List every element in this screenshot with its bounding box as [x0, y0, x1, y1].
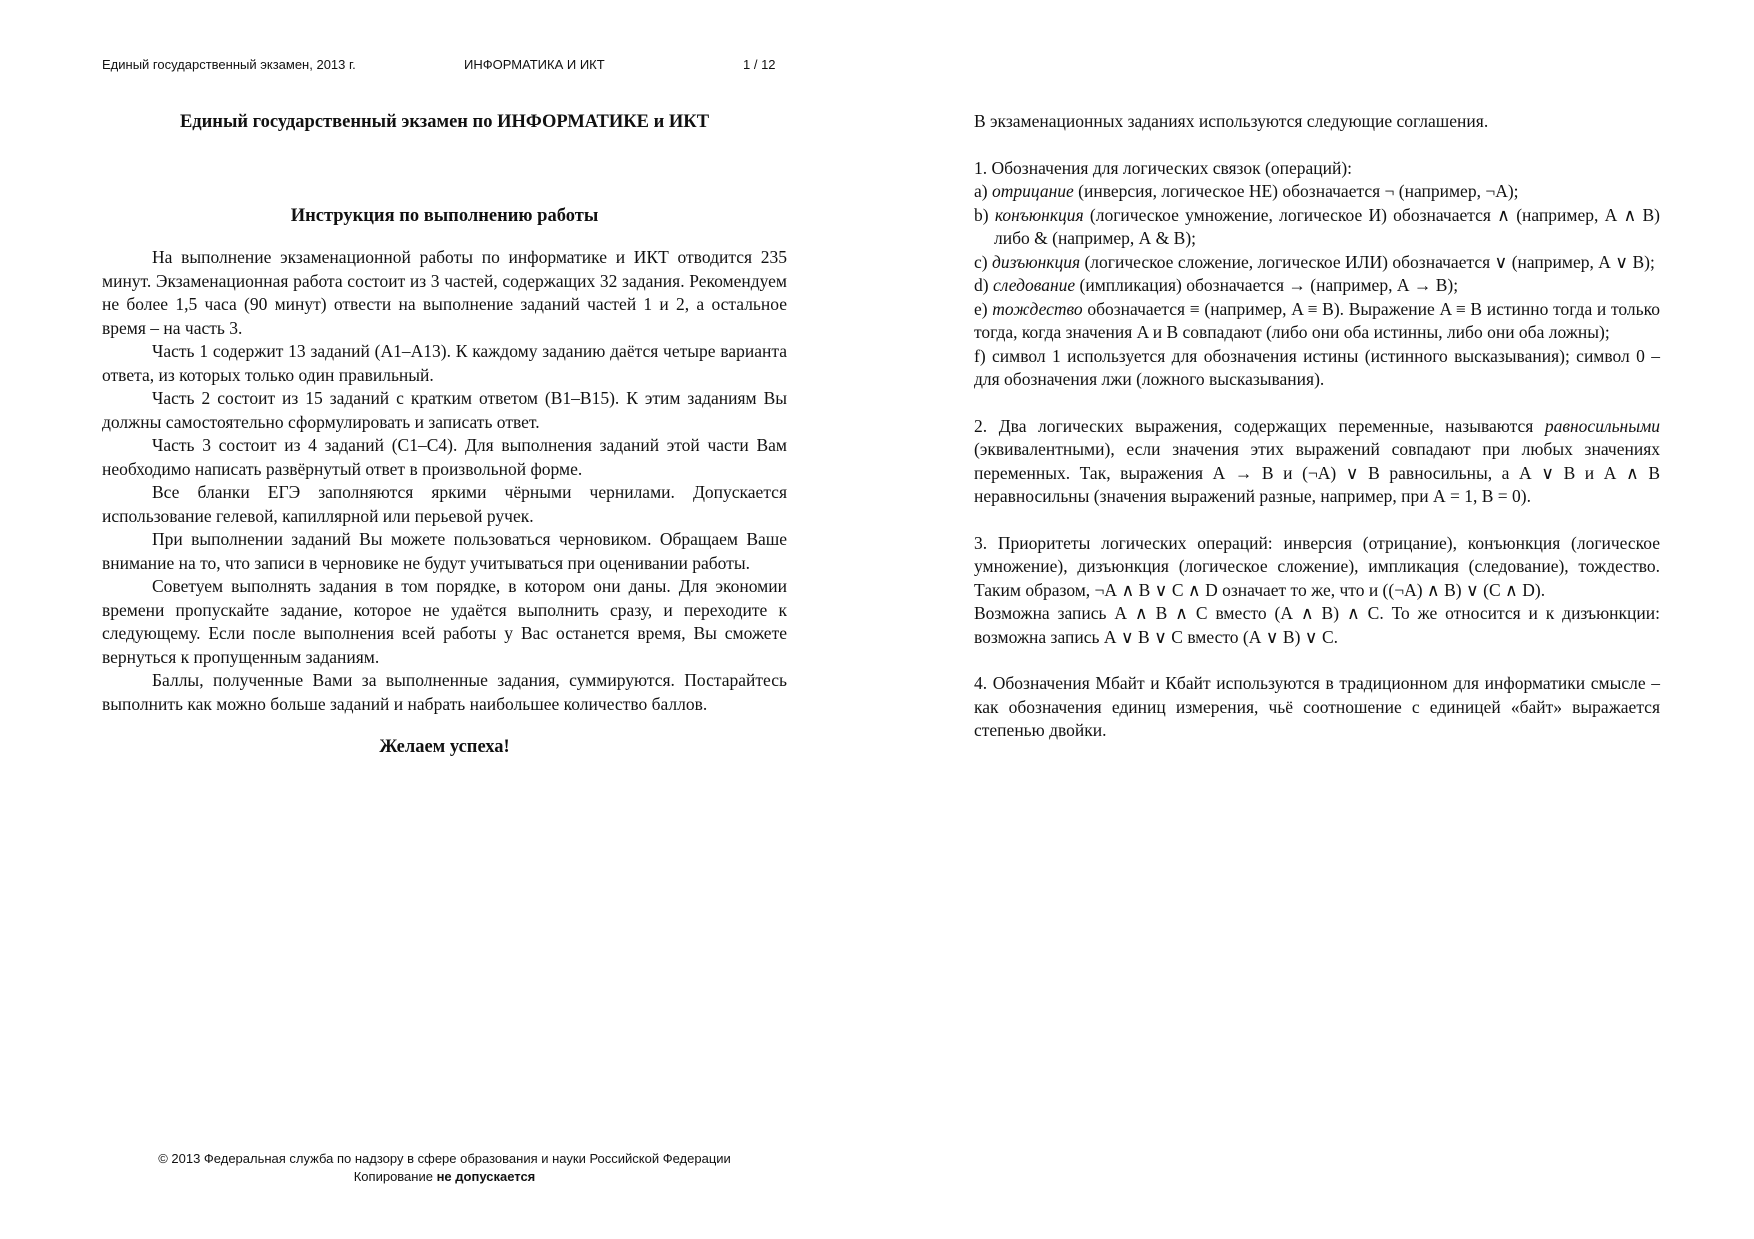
section-2 — [974, 415, 1660, 509]
instruction-paragraph: Все бланки ЕГЭ заполняются яркими чёрными чернилами. Допускается использование гелевой, капиллярной или перьевой ручек. — [102, 482, 787, 526]
item-term: отрицание — [991, 181, 1074, 201]
section-text: (эквивалентными), если значения этих выражений совпадают при любых значениях переменных. Так, выражения А → В и (¬А) ∨ В равносильны, а А ∨ В и А ∧ В неравносильны (значения выражений разные, например, при А = 1, В = 0). — [974, 439, 1660, 506]
copy-restriction-line — [102, 1168, 787, 1186]
page-header — [102, 57, 782, 77]
item-text: (импликация) обозначается → (например, А → В); — [1075, 275, 1459, 295]
section-1-heading: 1. Обозначения для логических связок (операций): — [974, 157, 1353, 178]
copy-restriction: не допускается — [436, 1169, 536, 1184]
section-4: 4. Обозначения Мбайт и Кбайт используются в традиционном для информатики смысле – как обозначения единиц измерения, чьё соотношение с единицей «байт» выражается степенью двойки. — [974, 673, 1660, 740]
instruction-paragraph: Баллы, полученные Вами за выполненные задания, суммируются. Постарайтесь выполнить как можно больше заданий и набрать наибольшее количество баллов. — [102, 670, 787, 714]
instruction-paragraph: Часть 3 состоит из 4 заданий (С1–С4). Для выполнения заданий этой части Вам необходимо написать развёрнутый ответ в произвольной форме. — [102, 435, 787, 479]
section-term: равносильными — [1544, 415, 1660, 436]
header-exam-name: Единый государственный экзамен, 2013 г. — [102, 57, 356, 72]
instructions-title: Инструкция по выполнению работы — [290, 206, 599, 226]
instruction-paragraph: На выполнение экзаменационной работы по информатике и ИКТ отводится 235 минут. Экзаменационная работа состоит из 3 частей, содержащих 32 задания. Рекомендуем не более 1,5 часа (90 минут) отвести на выполнение заданий частей 1 и 2, а остальное время – на часть 3. — [102, 247, 787, 338]
page-footer — [102, 1150, 787, 1186]
item-term: дизъюнкция — [991, 251, 1081, 272]
instruction-paragraph: Часть 2 состоит из 15 заданий с кратким ответом (В1–В15). К этим заданиям Вы должны самостоятельно сформулировать и записать ответ. — [102, 388, 787, 432]
instruction-paragraph: Часть 1 содержит 13 заданий (А1–А13). К каждому заданию даётся четыре варианта ответа, из которых только один правильный. — [102, 341, 787, 385]
item-term: конъюнкция — [994, 204, 1084, 225]
instruction-paragraph: Советуем выполнять задания в том порядке, в котором они даны. Для экономии времени пропускайте задание, которое не удаётся выполнить сразу, и переходите к следующему. Если после выполнения всей работы у Вас останется время, Вы сможете вернуться к пропущенным заданиям. — [102, 576, 787, 667]
convention-item-a — [974, 180, 1660, 204]
left-column — [102, 110, 787, 760]
copyright-line: © 2013 Федеральная служба по надзору в сфере образования и науки Российской Федерации — [158, 1151, 731, 1166]
right-column — [974, 110, 1660, 743]
header-page-number: 1 / 12 — [743, 57, 776, 72]
section-3: 3. Приоритеты логических операций: инверсия (отрицание), конъюнкция (логическое умножение), дизъюнкция (логическое сложение), импликация (следование), тождество. Таким образом, ¬А ∧ В ∨ С ∧ D означает то же, что и ((¬А) ∧ В) ∨ (С ∧ D). — [974, 532, 1660, 600]
item-prefix: c) — [974, 251, 992, 272]
document-title: Единый государственный экзамен по ИНФОРМАТИКЕ и ИКТ — [179, 112, 710, 132]
instruction-paragraph: При выполнении заданий Вы можете пользоваться черновиком. Обращаем Ваше внимание на то, что записи в черновике не будут учитываться при оценивании работы. — [102, 529, 787, 573]
convention-item-d — [974, 274, 1660, 298]
item-text: (логическое умножение, логическое И) обозначается ∧ (например, А ∧ В) либо & (например, А & В); — [994, 204, 1661, 248]
convention-item-b — [974, 204, 1660, 251]
good-luck-message: Желаем успеха! — [379, 737, 510, 757]
item-term: следование — [992, 275, 1076, 295]
item-prefix: d) — [974, 275, 993, 295]
convention-item-e — [974, 298, 1660, 345]
item-text: (логическое сложение, логическое ИЛИ) обозначается ∨ (например, А ∨ В); — [1080, 251, 1655, 272]
copy-prefix: Копирование — [353, 1169, 437, 1184]
item-prefix: a) — [974, 181, 992, 201]
convention-item-c — [974, 251, 1660, 275]
item-text: обозначается ≡ (например, A ≡ B). Выражение A ≡ B истинно тогда и только тогда, когда значения A и B совпадают (либо они оба истинны, либо они оба ложны); — [974, 298, 1660, 342]
item-text: (инверсия, логическое НЕ) обозначается ¬ (например, ¬А); — [1073, 181, 1519, 201]
convention-item-f: f) символ 1 используется для обозначения истины (истинного высказывания); символ 0 – для обозначения лжи (ложного высказывания). — [974, 345, 1660, 389]
section-text: 2. Два логических выражения, содержащих переменные, называются — [974, 415, 1545, 436]
section-3-note: Возможна запись А ∧ В ∧ С вместо (А ∧ В) ∧ С. То же относится и к дизъюнкции: возможна запись А ∨ В ∨ С вместо (А ∨ В) ∨ С. — [974, 603, 1660, 647]
item-prefix: e) — [974, 298, 993, 319]
conventions-intro: В экзаменационных заданиях используются следующие соглашения. — [974, 111, 1489, 131]
item-term: тождество — [992, 298, 1083, 319]
header-subject: ИНФОРМАТИКА И ИКТ — [464, 57, 605, 72]
item-prefix: b) — [974, 204, 995, 225]
